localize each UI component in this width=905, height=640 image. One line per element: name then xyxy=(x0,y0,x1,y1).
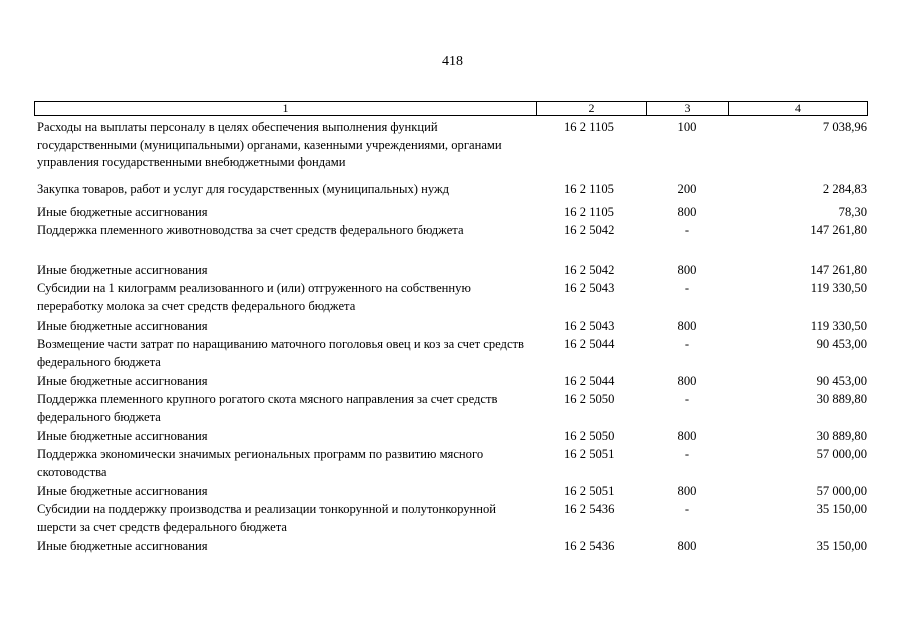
row-description: Поддержка племенного крупного рогатого скота мясного направления за счет средств федерального бюджета xyxy=(37,392,498,424)
row-code: 16 2 5042 xyxy=(564,263,615,277)
row-amount: 57 000,00 xyxy=(816,484,867,498)
row-description: Расходы на выплаты персоналу в целях обеспечения выполнения функций государственными (муниципальными) органами, казенными учреждениями, органами управления государственными внебюджетными фондами xyxy=(37,120,502,169)
row-code: 16 2 5044 xyxy=(564,374,615,388)
row-amount: 90 453,00 xyxy=(816,337,867,351)
row-description: Иные бюджетные ассигнования xyxy=(37,319,208,333)
row-type: - xyxy=(684,392,690,406)
row-code: 16 2 5050 xyxy=(564,392,615,406)
header-col-2: 2 xyxy=(537,102,647,115)
row-amount: 119 330,50 xyxy=(810,281,867,295)
row-amount: 147 261,80 xyxy=(810,223,867,237)
row-amount: 35 150,00 xyxy=(816,502,867,516)
row-description: Субсидии на поддержку производства и реализации тонкорунной и полутонкорунной шерсти за счет средств федерального бюджета xyxy=(37,502,497,534)
row-code: 16 2 5043 xyxy=(564,281,615,295)
row-type: 800 xyxy=(677,319,697,333)
row-type: 800 xyxy=(677,539,697,553)
row-description: Иные бюджетные ассигнования xyxy=(37,429,208,443)
row-type: 100 xyxy=(677,120,697,134)
row-type: 800 xyxy=(677,374,697,388)
row-amount: 2 284,83 xyxy=(822,182,867,196)
row-code: 16 2 5044 xyxy=(564,337,615,351)
row-amount: 7 038,96 xyxy=(822,120,867,134)
row-code: 16 2 5051 xyxy=(564,484,615,498)
row-type: - xyxy=(684,502,690,516)
row-type: - xyxy=(684,337,690,351)
row-amount: 30 889,80 xyxy=(816,392,867,406)
row-description: Иные бюджетные ассигнования xyxy=(37,484,208,498)
row-amount: 90 453,00 xyxy=(816,374,867,388)
row-amount: 30 889,80 xyxy=(816,429,867,443)
row-code: 16 2 5042 xyxy=(564,223,615,237)
row-code: 16 2 5050 xyxy=(564,429,615,443)
row-type: 800 xyxy=(677,484,697,498)
row-amount: 147 261,80 xyxy=(810,263,867,277)
row-description: Иные бюджетные ассигнования xyxy=(37,205,208,219)
row-code: 16 2 5436 xyxy=(564,539,615,553)
row-code: 16 2 1105 xyxy=(564,205,614,219)
row-type: - xyxy=(684,223,690,237)
row-code: 16 2 1105 xyxy=(564,182,614,196)
row-type: - xyxy=(684,281,690,295)
row-code: 16 2 5051 xyxy=(564,447,615,461)
row-type: 800 xyxy=(677,205,697,219)
row-description: Субсидии на 1 килограмм реализованного и (или) отгруженного на собственную переработку молока за счет средств федерального бюджета xyxy=(37,281,471,313)
row-amount: 119 330,50 xyxy=(810,319,867,333)
row-description: Поддержка экономически значимых региональных программ по развитию мясного скотоводства xyxy=(37,447,484,479)
row-type: 800 xyxy=(677,263,697,277)
row-type: 800 xyxy=(677,429,697,443)
row-description: Поддержка племенного животноводства за счет средств федерального бюджета xyxy=(37,223,464,237)
row-code: 16 2 1105 xyxy=(564,120,614,134)
row-description: Иные бюджетные ассигнования xyxy=(37,374,208,388)
row-code: 16 2 5436 xyxy=(564,502,615,516)
row-description: Возмещение части затрат по наращиванию маточного поголовья овец и коз за счет средств федерального бюджета xyxy=(37,337,524,369)
page-number: 418 xyxy=(442,54,463,69)
row-description: Иные бюджетные ассигнования xyxy=(37,539,208,553)
row-type: 200 xyxy=(677,182,697,196)
row-description: Закупка товаров, работ и услуг для государственных (муниципальных) нужд xyxy=(37,182,450,196)
row-amount: 57 000,00 xyxy=(816,447,867,461)
row-description: Иные бюджетные ассигнования xyxy=(37,263,208,277)
row-amount: 78,30 xyxy=(838,205,867,219)
header-col-4: 4 xyxy=(795,101,801,115)
header-col-1: 1 xyxy=(35,102,537,115)
header-col-3: 3 xyxy=(647,102,729,115)
row-amount: 35 150,00 xyxy=(816,539,867,553)
row-type: - xyxy=(684,447,690,461)
row-code: 16 2 5043 xyxy=(564,319,615,333)
